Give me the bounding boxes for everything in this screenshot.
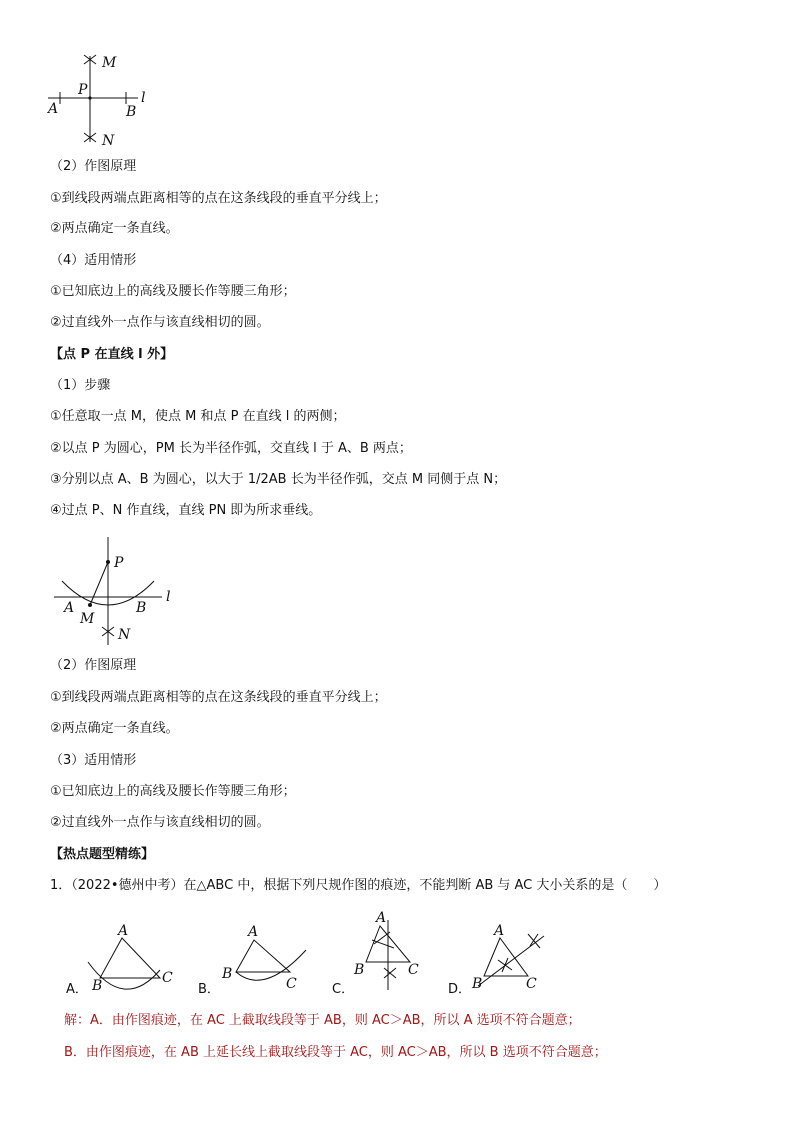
option-d-label: D． bbox=[448, 982, 472, 997]
option-b-figure bbox=[214, 922, 314, 994]
label-l: l bbox=[141, 90, 146, 106]
principle-2-2: ②两点确定一条直线。 bbox=[50, 721, 179, 736]
label-l: l bbox=[166, 589, 171, 605]
principle-heading-2: （2）作图原理 bbox=[50, 658, 137, 673]
option-d-figure bbox=[468, 924, 558, 992]
option-a-label: A． bbox=[66, 982, 88, 997]
usage-heading-2: （3）适用情形 bbox=[50, 753, 137, 768]
usage-1-2: ①已知底边上的高线及腰长作等腰三角形； bbox=[50, 784, 296, 799]
option-c-vertex-b: B bbox=[354, 962, 365, 978]
step-2: ②以点 P 为圆心，PM 长为半径作弧，交直线 l 于 A、B 两点； bbox=[50, 441, 412, 456]
label-N: N bbox=[102, 133, 115, 149]
usage-1: ①已知底边上的高线及腰长作等腰三角形； bbox=[50, 284, 296, 299]
label-A: A bbox=[48, 101, 59, 117]
step-3: ③分别以点 A、B 为圆心，以大于 1/2AB 长为半径作弧，交点 M 同侧于点 N； bbox=[50, 472, 507, 487]
principle-1-2: ①到线段两端点距离相等的点在这条线段的垂直平分线上； bbox=[50, 690, 387, 705]
option-d-vertex-c: C bbox=[526, 976, 537, 992]
label-P: P bbox=[114, 555, 124, 571]
option-c-vertex-a: A bbox=[376, 910, 387, 926]
figure-perpendicular-on-line bbox=[44, 50, 164, 150]
steps-heading: （1）步骤 bbox=[50, 378, 111, 393]
section-title-point-outside: 【点 P 在直线 l 外】 bbox=[50, 347, 174, 362]
label-M: M bbox=[102, 55, 117, 71]
usage-2-2: ②过直线外一点作与该直线相切的圆。 bbox=[50, 815, 270, 830]
label-N: N bbox=[118, 627, 131, 643]
answer-line-1: 解：A．由作图痕迹，在 AC 上截取线段等于 AB，则 AC＞AB，所以 A 选项不符合题意； bbox=[64, 1013, 581, 1028]
option-c-label: C． bbox=[332, 982, 355, 997]
practice-title: 【热点题型精练】 bbox=[50, 847, 155, 862]
answer-line-2: B．由作图痕迹，在 AB 上延长线上截取线段等于 AC，则 AC＞AB，所以 B 选项不符合题意； bbox=[64, 1045, 607, 1060]
option-a-vertex-a: A bbox=[118, 923, 129, 939]
option-d-vertex-a: A bbox=[494, 924, 505, 939]
step-1: ①任意取一点 M，使点 M 和点 P 在直线 l 的两侧； bbox=[50, 409, 346, 424]
principle-1: ①到线段两端点距离相等的点在这条线段的垂直平分线上； bbox=[50, 191, 387, 206]
option-a-vertex-c: C bbox=[162, 970, 173, 986]
principle-heading: （2）作图原理 bbox=[50, 159, 137, 174]
principle-2: ②两点确定一条直线。 bbox=[50, 221, 179, 236]
figure-perpendicular-outside-line bbox=[50, 535, 190, 650]
option-b-vertex-b: B bbox=[222, 966, 233, 982]
step-4: ④过点 P、N 作直线，直线 PN 即为所求垂线。 bbox=[50, 503, 322, 518]
option-a-figure bbox=[84, 922, 180, 994]
usage-heading: （4）适用情形 bbox=[50, 253, 137, 268]
option-d-vertex-b: B bbox=[472, 976, 483, 992]
label-A: A bbox=[64, 600, 75, 616]
option-b-vertex-c: C bbox=[286, 976, 297, 992]
usage-2: ②过直线外一点作与该直线相切的圆。 bbox=[50, 315, 270, 330]
label-B: B bbox=[136, 600, 147, 616]
option-b-label: B． bbox=[198, 982, 220, 997]
option-b-vertex-a: A bbox=[248, 924, 259, 940]
label-P: P bbox=[78, 82, 88, 98]
option-a-vertex-b: B bbox=[92, 978, 103, 994]
option-c-figure bbox=[350, 910, 434, 992]
question-1: 1．（2022•德州中考）在△ABC 中，根据下列尺规作图的痕迹，不能判断 AB 与 AC 大小关系的是（ ） bbox=[50, 878, 667, 893]
label-B: B bbox=[126, 104, 137, 120]
option-c-vertex-c: C bbox=[408, 962, 419, 978]
label-M: M bbox=[80, 611, 95, 627]
